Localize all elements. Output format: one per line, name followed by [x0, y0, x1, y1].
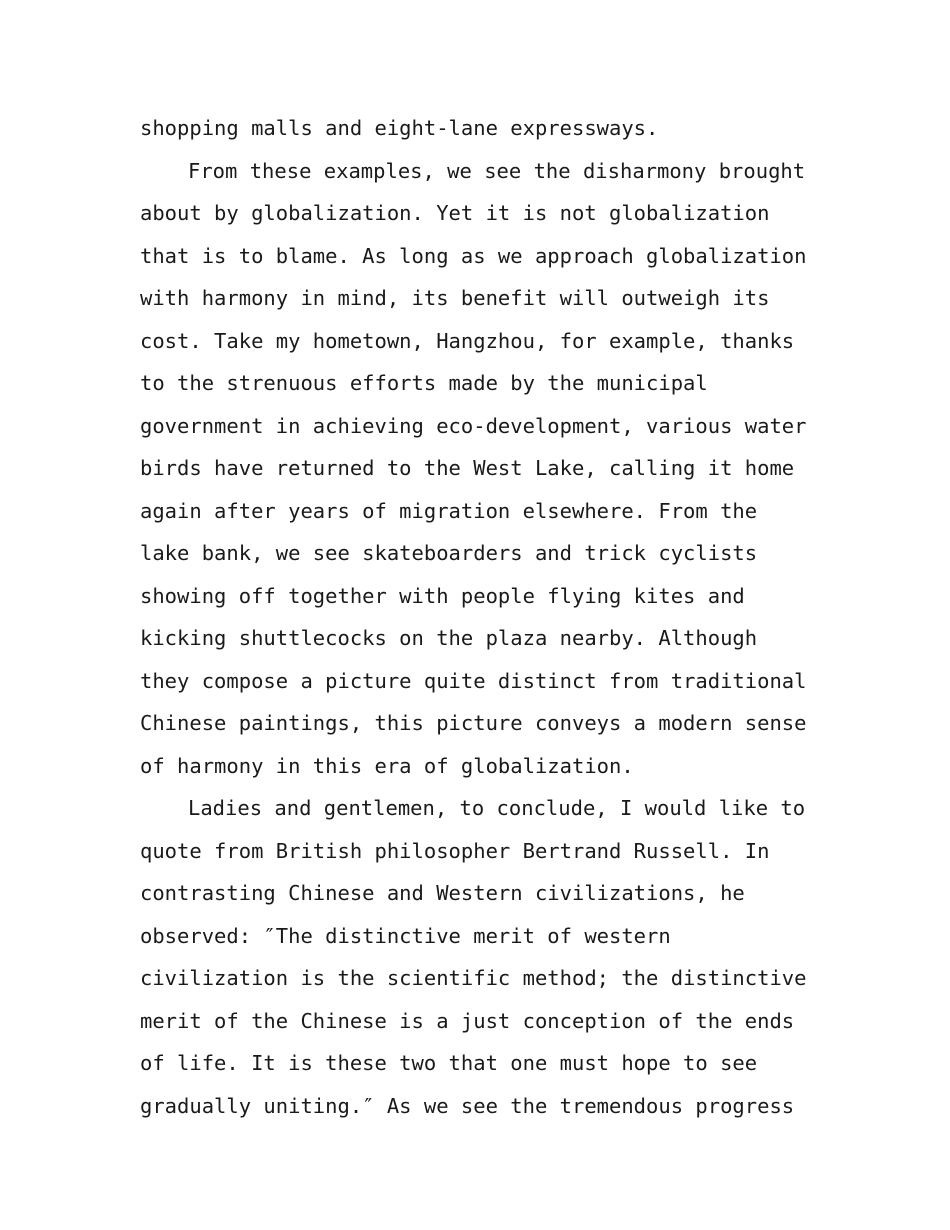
- text-line: [140, 702, 830, 745]
- line-text: contrasting Chinese and Western civilizations, he: [140, 881, 745, 905]
- text-line: [140, 235, 830, 278]
- text-line: [140, 830, 830, 873]
- text-line: [140, 447, 830, 490]
- text-line: [140, 660, 830, 703]
- text-line: [140, 745, 830, 788]
- line-text: of life. It is these two that one must hope to see: [140, 1051, 758, 1075]
- line-text: cost. Take my hometown, Hangzhou, for example, thanks: [140, 328, 795, 353]
- line-text: kicking shuttlecocks on the plaza nearby. Although: [140, 626, 758, 650]
- line-text: to the strenuous efforts made by the municipal: [140, 371, 708, 395]
- text-line: [140, 617, 830, 660]
- text-line: [140, 320, 830, 363]
- text-line: [140, 490, 830, 533]
- line-text: Chinese paintings, this picture conveys a modern sense: [140, 711, 807, 735]
- text-line: [140, 192, 830, 235]
- text-line: [140, 1042, 830, 1085]
- text-line: [140, 405, 830, 448]
- document-body: [140, 107, 830, 1127]
- line-text: of harmony in this era of globalization.: [140, 753, 634, 778]
- line-text: they compose a picture quite distinct from traditional: [140, 668, 807, 693]
- text-line: [140, 107, 830, 150]
- text-line: [140, 787, 830, 830]
- text-line: [140, 362, 830, 405]
- line-text: gradually uniting.″ As we see the tremendous progress: [140, 1093, 795, 1118]
- text-line: [140, 1085, 830, 1128]
- text-line: [140, 575, 830, 618]
- text-line: [140, 532, 830, 575]
- line-text: showing off together with people flying kites and: [140, 583, 745, 608]
- text-line: [140, 915, 830, 958]
- line-text: about by globalization. Yet it is not globalization: [140, 201, 770, 225]
- line-text: Ladies and gentlemen, to conclude, I would like to: [188, 796, 806, 820]
- line-text: observed: ″The distinctive merit of western: [140, 923, 671, 948]
- line-text: again after years of migration elsewhere. From the: [140, 498, 758, 523]
- text-line: [140, 1000, 830, 1043]
- line-text: that is to blame. As long as we approach globalization: [140, 243, 807, 268]
- line-text: lake bank, we see skateboarders and trick cyclists: [140, 541, 758, 565]
- line-text: government in achieving eco-development, various water: [140, 413, 807, 438]
- line-text: shopping malls and eight-lane expressways.: [140, 116, 659, 140]
- text-line: [140, 872, 830, 915]
- line-text: From these examples, we see the disharmony brought: [188, 158, 806, 183]
- line-text: merit of the Chinese is a just conception of the ends: [140, 1008, 795, 1033]
- line-text: quote from British philosopher Bertrand Russell. In: [140, 838, 770, 863]
- line-text: birds have returned to the West Lake, calling it home: [140, 456, 795, 480]
- text-line: [140, 277, 830, 320]
- line-text: civilization is the scientific method; the distinctive: [140, 966, 807, 990]
- text-line: [140, 150, 830, 193]
- text-line: [140, 957, 830, 1000]
- line-text: with harmony in mind, its benefit will outweigh its: [140, 286, 770, 310]
